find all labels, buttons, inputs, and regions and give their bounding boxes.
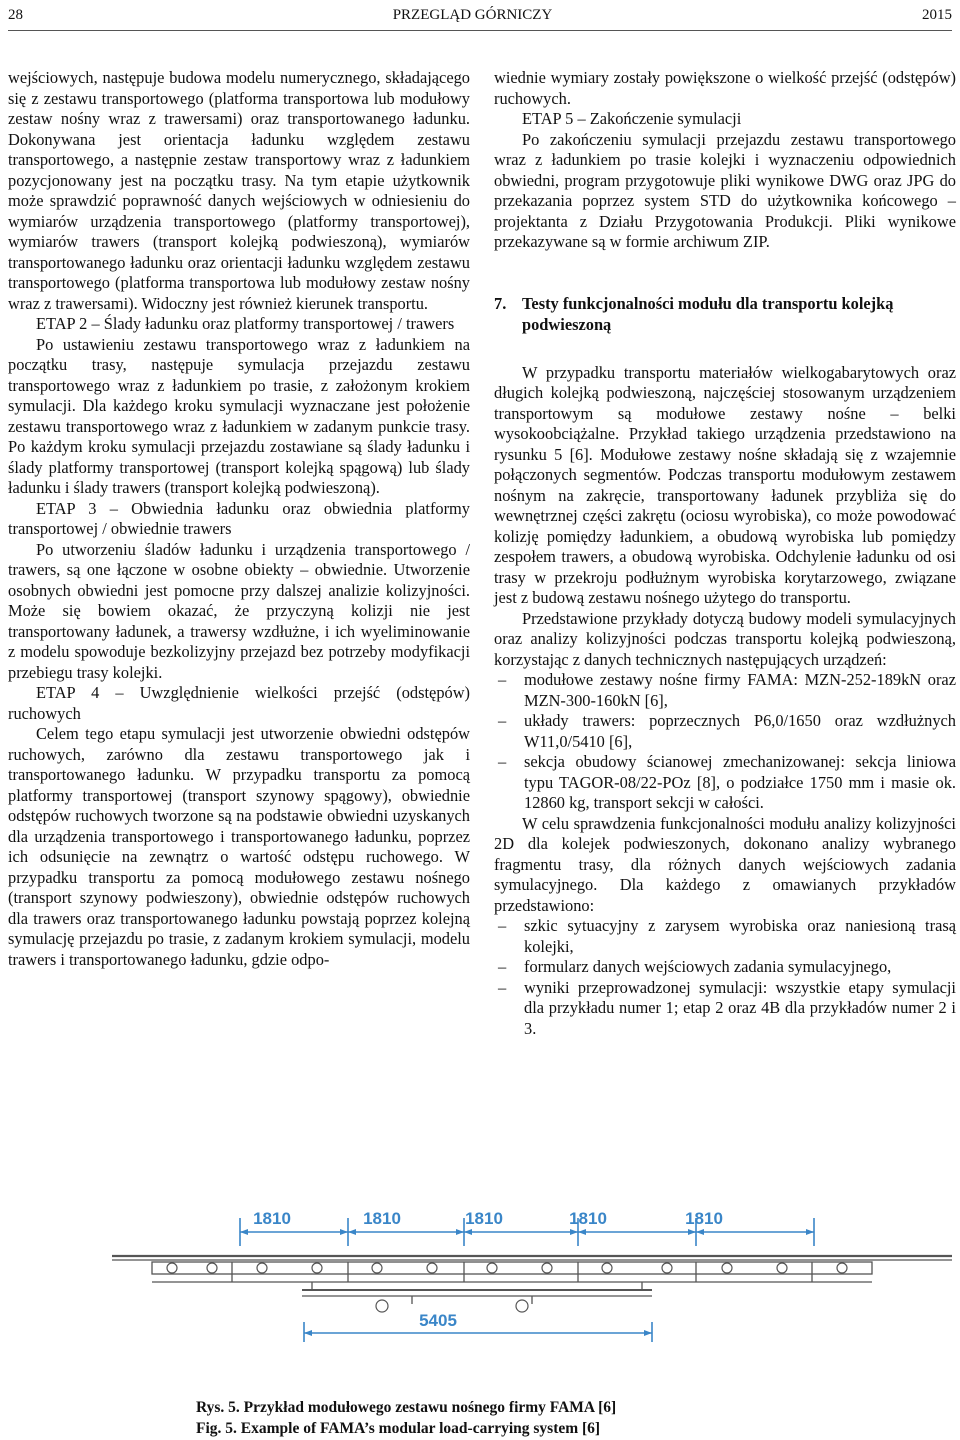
journal-title: PRZEGLĄD GÓRNICZY — [392, 6, 553, 23]
device-list — [494, 670, 956, 814]
paragraph: wejściowych, następuje budowa modelu numerycznego, składającego się z zestawu transportowego (platforma transportowa lub modułowy zestaw nośny wraz z trawersami) oraz transportowanego ładunku. Dokonywana jest orientacja ładunku względem zestawu transportowego, a następnie zestaw transportowy wraz z ładunkiem pozycjonowany jest na początku trasy. Na tym etapie użytkownik może sprawdzić poprawność danych wejściowych w odniesieniu do wymiarów urządzenia transportowego (platformy transportowej), wymiarów trawers (transport kolejką podwieszoną), wymiarów transportowanego ładunku oraz orientacji ładunku względem zestawu transportowego (platforma transportowa lub modułowy zestaw nośny wraz z trawersami). Widoczny jest również kierunek transportu. — [8, 68, 470, 313]
list-item: – szkic sytuacyjny z zarysem wyrobiska oraz naniesioną trasą kolejki, — [494, 916, 956, 957]
section-number: 7. — [494, 293, 507, 313]
section-heading — [494, 293, 956, 335]
dimension-label-total: 5405 — [419, 1311, 457, 1330]
stage-heading-3: ETAP 3 – Obwiednia ładunku oraz obwiednia platformy transportowej / obwiednie trawers — [8, 498, 470, 538]
paragraph: W przypadku transportu materiałów wielkogabarytowych oraz długich kolejką podwieszoną, najczęściej stosowanym urządzeniem transportowym są modułowe zestawy nośne – belki wysokoobciążalne. Przykład takiego urządzenia przedstawiono na rysunku 5 [6]. Modułowe zestawy nośne składają się z wzajemnie połączonych segmentów. Podczas transportu modułowym zestawem nośnym na zakręcie, transportowany ładunek przybliża się do wewnętrznej części zakrętu (ociosu wyrobiska), co może powodować kolizję pomiędzy ładunkiem, a obudową wyrobiska lub pomiędzy zespołem trawers, a obudową wyrobiska. Odchylenie ładunku od osi trasy w przekroju podłużnym wyrobiska korytarzowego, związane jest z budową zestawu nośnego użytego do transportu. — [494, 362, 956, 607]
paragraph: Po utworzeniu śladów ładunku i urządzenia transportowego / trawers, są one łączone w osobne obiekty – obwiednie. Utworzenie osobnych obwiedni jest pomocne przy dalszej analizie kolizyjności. Może się bowiem okazać, że przyczyną kolizji nie jest transportowany ładunek, a trawersy wzdłużne, i ich wyeliminowanie z modelu spowoduje bezkolizyjny przejazd bez potrzeby modyfikacji przebiegu trasy kolejki. — [8, 539, 470, 682]
technical-drawing — [112, 1200, 952, 1375]
paragraph: wiednie wymiary zostały powiększone o wielkość przejść (odstępów) ruchowych. — [494, 68, 956, 108]
paragraph: Po zakończeniu symulacji przejazdu zestawu transportowego wraz z ładunkiem po trasie kolejki i wyznaczeniu odpowiednich obwiedni, program przygotowuje pliki wynikowe DWG oraz JPG do przekazania poprzez system STD do użytkownika końcowego – projektanta z Działu Przygotowania Produkcji. Pliki wynikowe przekazywane są w formie archiwum ZIP. — [494, 129, 956, 251]
list-item: – wyniki przeprowadzonej symulacji: wszystkie etapy symulacji dla przykładu numer 1; etap 2 oraz 4B dla przykładów numer 2 i 3. — [494, 978, 956, 1040]
list-item: – sekcja obudowy ścianowej zmechanizowanej: sekcja liniowa typu TAGOR-08/22-POz [8], o podziałce 1750 mm i masie ok. 12860 kg, transport sekcji w całości. — [494, 752, 956, 814]
list-item: – formularz danych wejściowych zadania symulacyjnego, — [494, 957, 956, 978]
dimension-label: 1810 — [685, 1209, 723, 1228]
list-item: – modułowe zestawy nośne firmy FAMA: MZN-252-189kN oraz MZN-300-160kN [6], — [494, 670, 956, 711]
caption-polish: Rys. 5. Przykład modułowego zestawu nośnego firmy FAMA [6] — [196, 1399, 617, 1416]
page-number: 28 — [8, 6, 23, 23]
paragraph: W celu sprawdzenia funkcjonalności modułu analizy kolizyjności 2D dla kolejek podwieszonych, dokonano analizy wybranego fragmentu trasy, dla różnych danych wejściowych zadania symulacyjnego. Dla każdego z omawianych przykładów przedstawiono: — [494, 813, 956, 915]
dimension-label: 1810 — [465, 1209, 503, 1228]
paragraph: Po ustawieniu zestawu transportowego wraz z ładunkiem na początku trasy, następuje symulacja przejazdu zestawu transportowego wraz z ładunkiem po trasie, z założonym krokiem symulacji. Dla każdego kroku symulacji wyznaczane jest położenie zestawu transportowego wraz z ładunkiem w zadanym punkcie trasy. Po każdym kroku symulacji przejazdu zostawiane są ślady ładunku i ślady platformy transportowej (transport kolejką spągową) lub ślady ładunku i ślady trawers (transport kolejką podwieszoną). — [8, 334, 470, 497]
page-header — [8, 0, 952, 31]
right-column — [494, 68, 956, 1039]
list-item: – układy trawers: poprzecznych P6,0/1650 oraz wzdłużnych W11,0/5410 [6], — [494, 711, 956, 752]
left-column — [8, 68, 470, 970]
publication-year: 2015 — [922, 6, 952, 23]
paragraph: Celem tego etapu symulacji jest utworzenie obwiedni odstępów ruchowych, zarówno dla zestawu transportowego jak i transportowanego ładunku. W przypadku transportu za pomocą platformy transportowej (transport szynowy spągowy), obwiednie odstępów ruchowych tworzone są na podstawie obwiedni uzyskanych dla urządzenia transportowego i transportowanego ładunku, poprzez ich odsunięcie na zewnątrz o wartość odstępu ruchowego. W przypadku transportu za pomocą modułowego zestawu nośnego (transport szynowy podwieszony), obwiednie odstępów ruchowych dla trawers oraz transportowanego ładunku powstają poprzez kolejną symulację przejazdu po trasie, z zadanym krokiem symulacji, modelu trawers i transportowanego ładunku, gdzie odpo- — [8, 724, 470, 969]
example-contents-list — [494, 916, 956, 1039]
stage-heading-4: ETAP 4 – Uwzględnienie wielkości przejść (odstępów) ruchowych — [8, 683, 470, 723]
dimension-label: 1810 — [569, 1209, 607, 1228]
caption-english: Fig. 5. Example of FAMA’s modular load-carrying system [6] — [196, 1420, 601, 1437]
dimension-label: 1810 — [363, 1209, 401, 1228]
section-title: Testy funkcjonalności modułu dla transportu kolejką podwieszoną — [522, 293, 894, 334]
figure-caption — [196, 1397, 616, 1439]
dimension-label: 1810 — [253, 1209, 291, 1228]
stage-heading-2: ETAP 2 – Ślady ładunku oraz platformy transportowej / trawers — [36, 314, 455, 333]
paragraph: Przedstawione przykłady dotyczą budowy modeli symulacyjnych oraz analizy kolizyjności podczas transportu kolejką podwieszoną, korzystając z danych technicznych następujących urządzeń: — [494, 608, 956, 669]
stage-heading-5: ETAP 5 – Zakończenie symulacji — [522, 109, 742, 128]
figure-fama-system — [112, 1200, 952, 1375]
